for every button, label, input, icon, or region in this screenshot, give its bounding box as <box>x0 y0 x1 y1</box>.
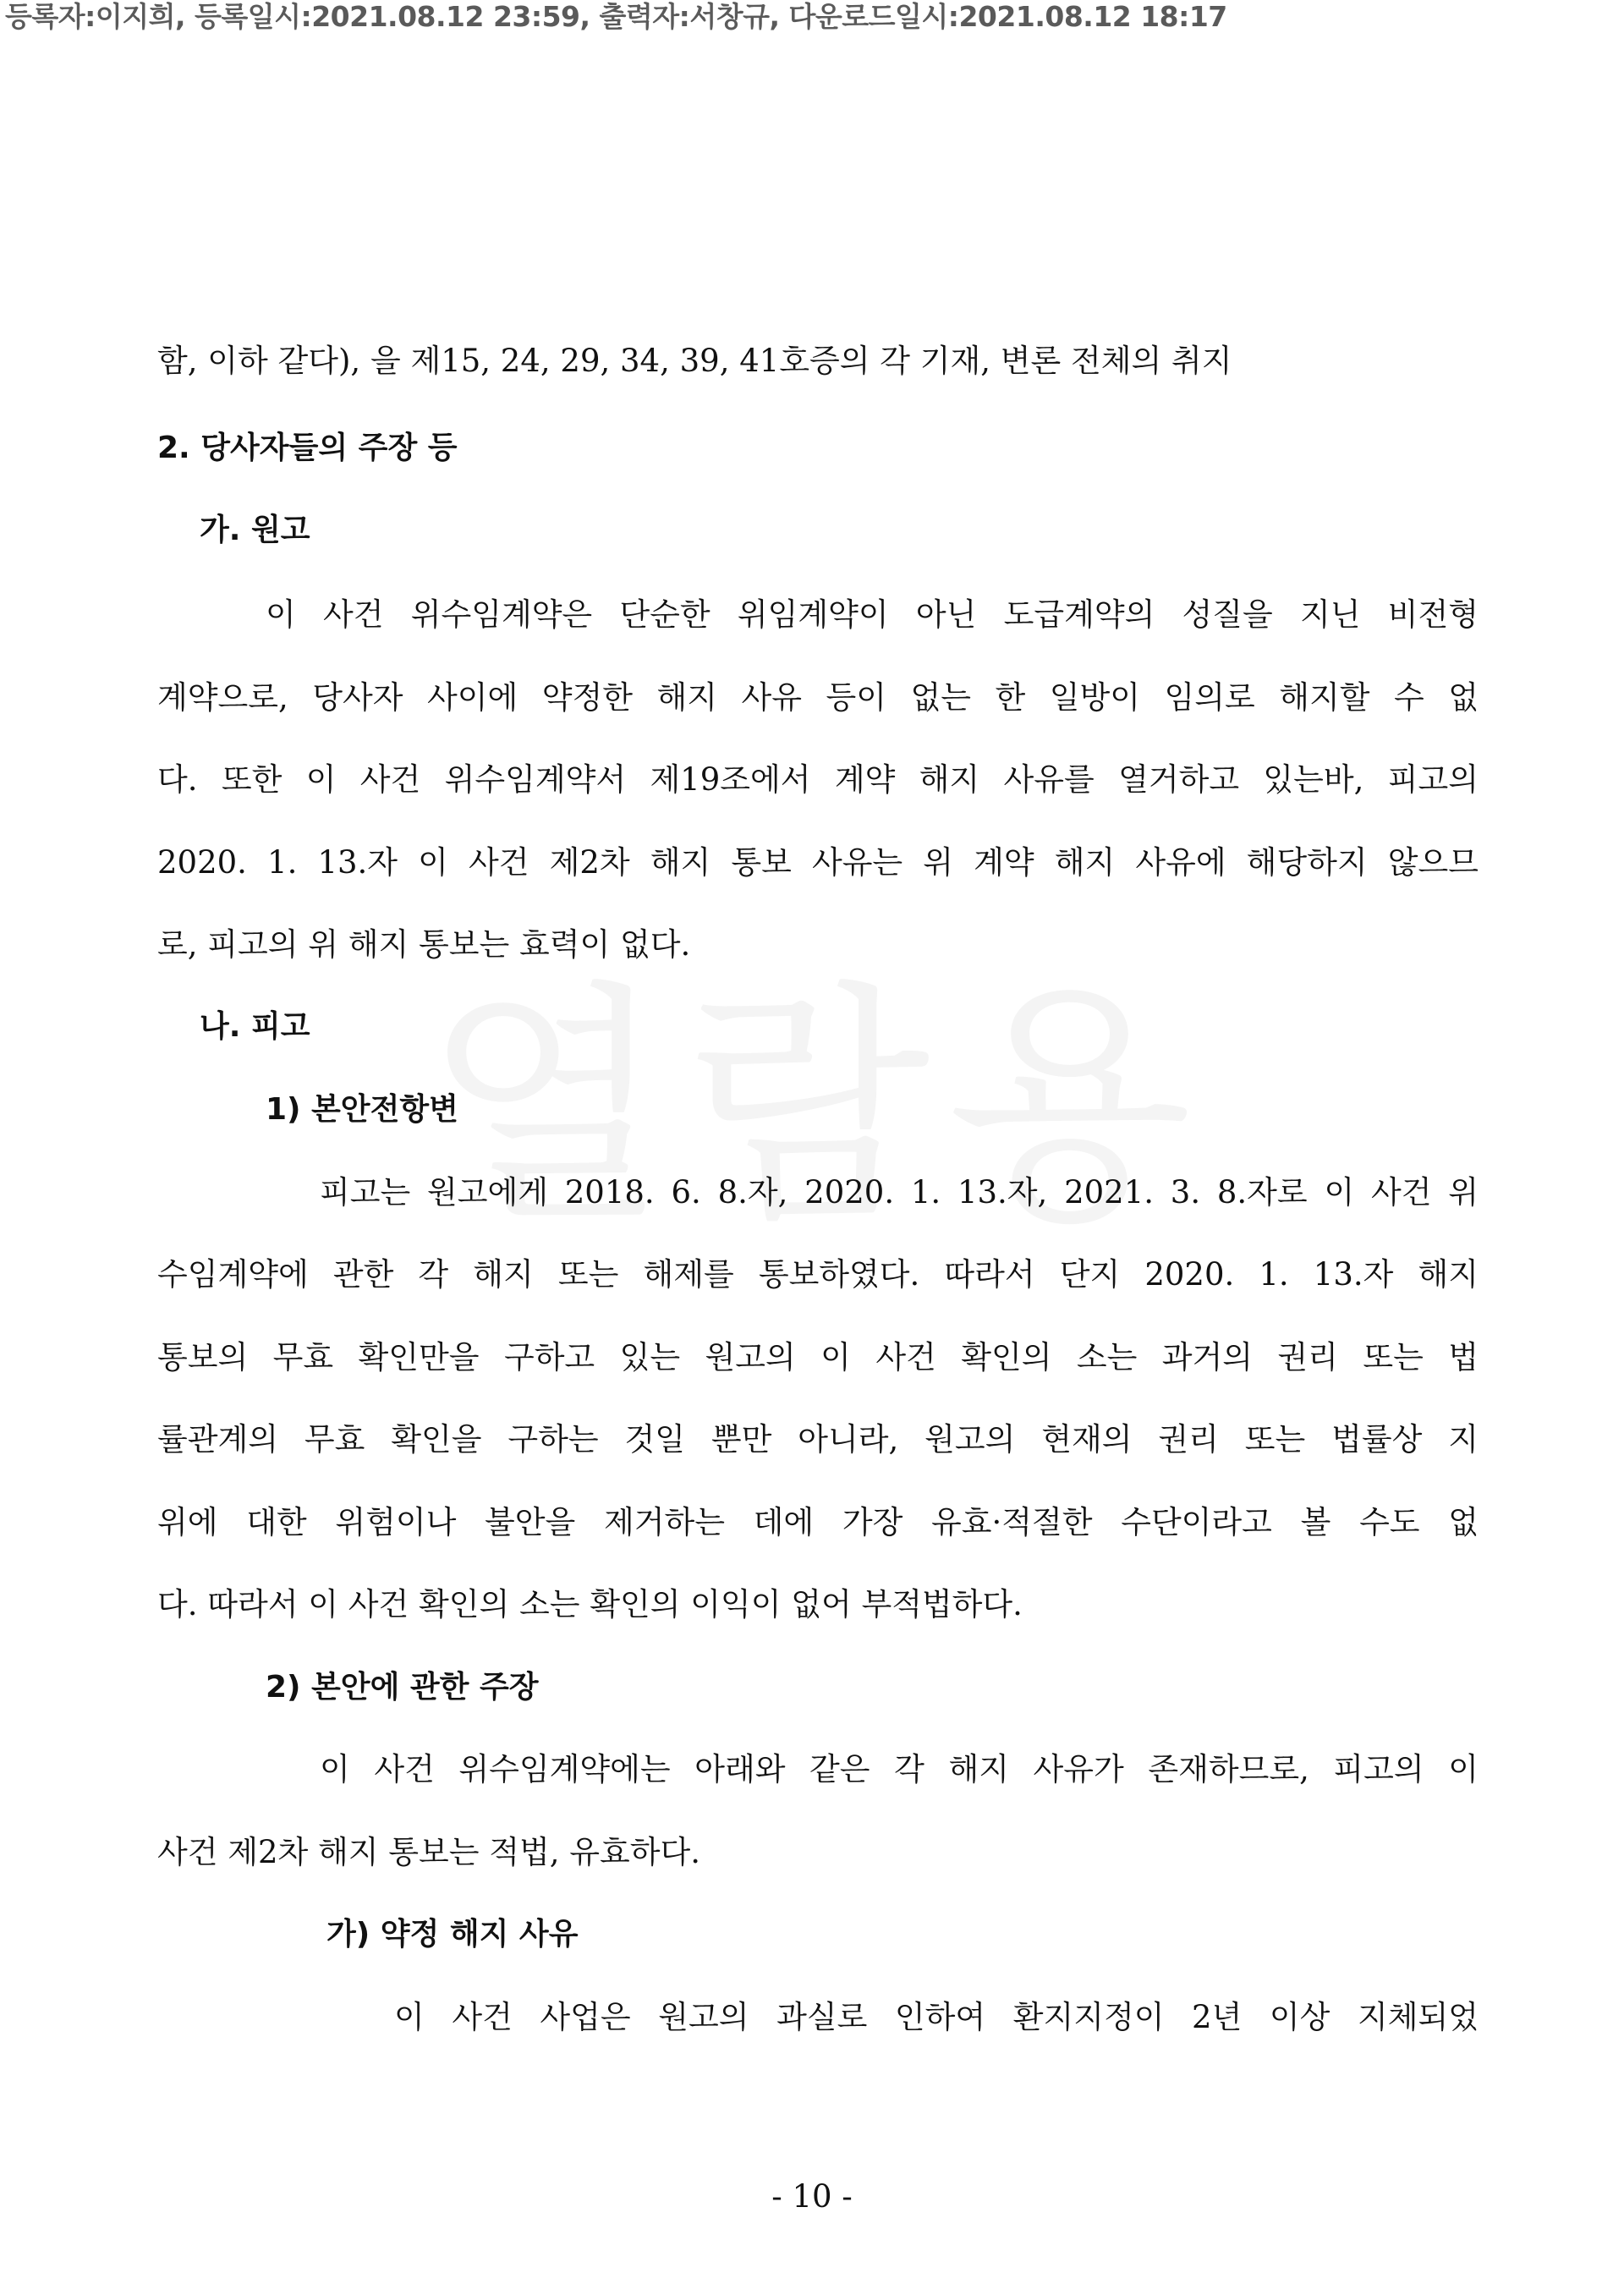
text-line: 다. 또한 이 사건 위수임계약서 제19조에서 계약 해지 사유를 열거하고 있는바, 피고의 <box>157 761 1479 798</box>
registration-stamp: 등록자:이지희, 등록일시:2021.08.12 23:59, 출력자:서창규, 다운로드일시:2021.08.12 18:17 <box>5 0 1227 33</box>
text-line: 이 사건 위수임계약은 단순한 위임계약이 아닌 도급계약의 성질을 지닌 비전형 <box>266 596 1479 633</box>
text-line: 사건 제2차 해지 통보는 적법, 유효하다. <box>157 1834 700 1870</box>
page-number: - 10 - <box>771 2178 853 2215</box>
text-line: 수임계약에 관한 각 해지 또는 해제를 통보하였다. 따라서 단지 2020. 1. 13.자 해지 <box>157 1256 1479 1293</box>
section-heading: 2. 당사자들의 주장 등 <box>157 431 458 465</box>
subsection-heading: 나. 피고 <box>200 1009 310 1044</box>
text-line: 피고는 원고에게 2018. 6. 8.자, 2020. 1. 13.자, 2021. 3. 8.자로 이 사건 위 <box>320 1174 1479 1211</box>
sub-item-heading: 가) 약정 해지 사유 <box>326 1917 579 1952</box>
text-line: 2020. 1. 13.자 이 사건 제2차 해지 통보 사유는 위 계약 해지 사유에 해당하지 않으므 <box>157 844 1479 881</box>
text-line: 률관계의 무효 확인을 구하는 것일 뿐만 아니라, 원고의 현재의 권리 또는 법률상 지 <box>157 1421 1479 1458</box>
item-heading: 2) 본안에 관한 주장 <box>266 1670 539 1705</box>
text-line: 로, 피고의 위 해지 통보는 효력이 없다. <box>157 926 691 963</box>
text-line: 계약으로, 당사자 사이에 약정한 해지 사유 등이 없는 한 일방이 임의로 해지할 수 없 <box>157 679 1479 716</box>
item-heading: 1) 본안전항변 <box>266 1092 458 1127</box>
text-line: 다. 따라서 이 사건 확인의 소는 확인의 이익이 없어 부적법하다. <box>157 1586 1023 1622</box>
text-line: 위에 대한 위험이나 불안을 제거하는 데에 가장 유효·적절한 수단이라고 볼 수도 없 <box>157 1504 1479 1540</box>
text-line: 이 사건 위수임계약에는 아래와 같은 각 해지 사유가 존재하므로, 피고의 이 <box>320 1751 1479 1787</box>
subsection-heading: 가. 원고 <box>200 513 310 547</box>
text-line: 이 사건 사업은 원고의 과실로 인하여 환지지정이 2년 이상 지체되었 <box>394 1999 1479 2035</box>
text-line: 통보의 무효 확인만을 구하고 있는 원고의 이 사건 확인의 소는 과거의 권리 또는 법 <box>157 1339 1479 1375</box>
text-line: 함, 이하 같다), 을 제15, 24, 29, 34, 39, 41호증의 각 기재, 변론 전체의 취지 <box>157 343 1232 379</box>
